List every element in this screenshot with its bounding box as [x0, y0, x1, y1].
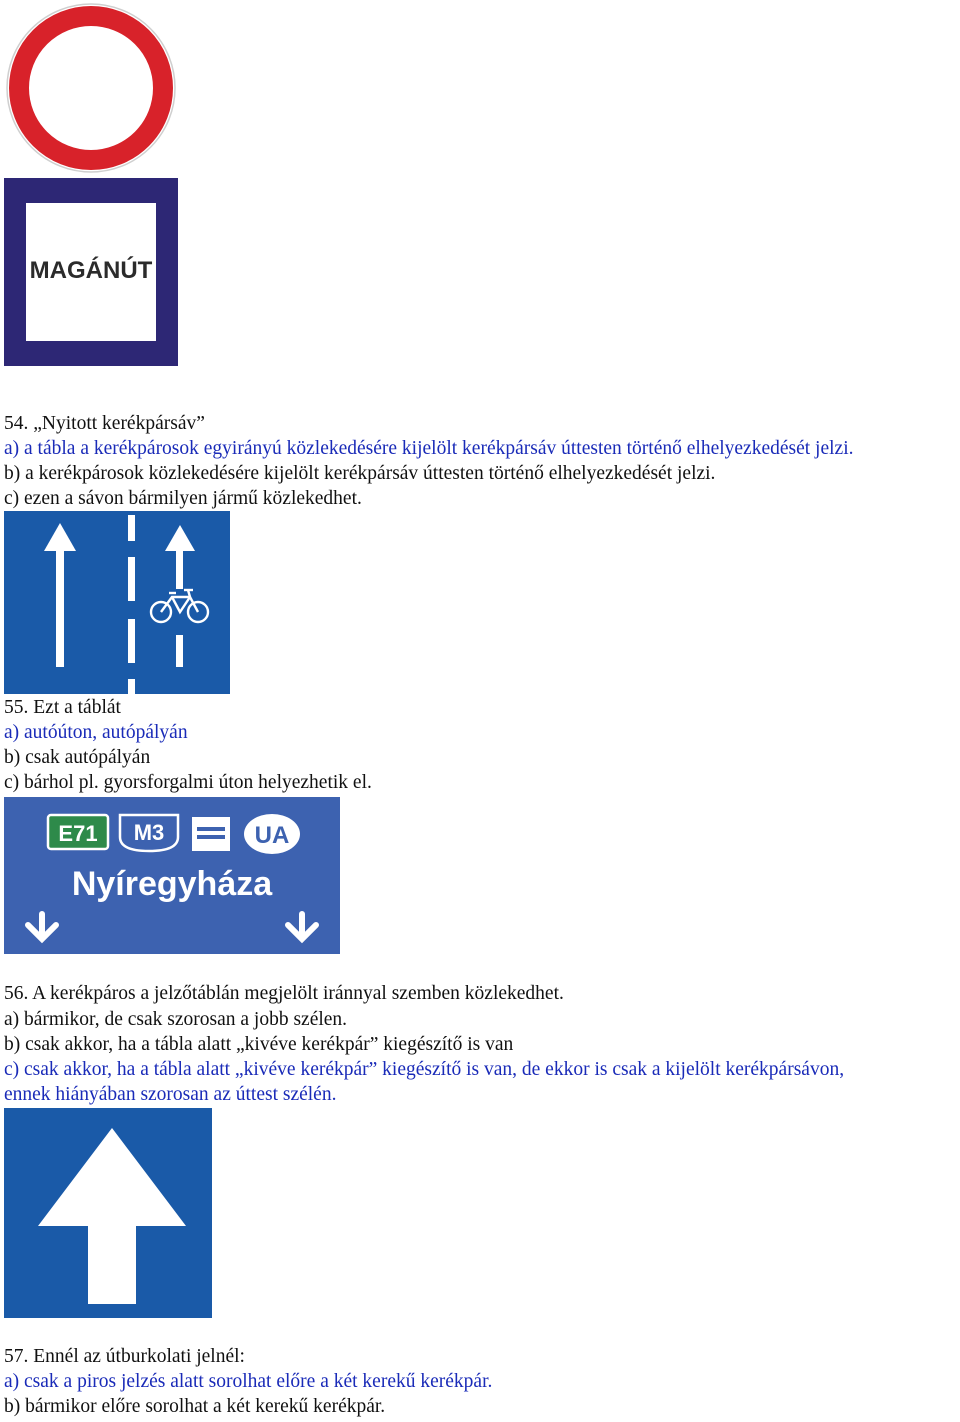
question-55-answer-b: b) csak autópályán [4, 747, 151, 768]
question-55-title: 55. Ezt a táblát [4, 697, 121, 718]
bike-lane-sign-icon [4, 511, 230, 694]
question-57-title: 57. Ennél az útburkolati jelnél: [4, 1346, 245, 1367]
question-55-answer-a: a) autóúton, autópályán [4, 722, 188, 743]
direction-guide-sign-icon [4, 797, 340, 954]
question-56-answer-a: a) bármikor, de csak szorosan a jobb szélen. [4, 1009, 348, 1030]
question-54-answer-b: b) a kerékpárosok közlekedésére kijelölt kerékpársáv úttesten történő elhelyezkedését jelzi. [4, 463, 716, 484]
question-56-answer-b: b) csak akkor, ha a tábla alatt „kivéve kerékpár” kiegészítő is van [4, 1034, 514, 1055]
no-vehicles-sign-icon [5, 2, 177, 174]
private-road-plate-icon [4, 178, 178, 366]
question-54-answer-c: c) ezen a sávon bármilyen jármű közlekedhet. [4, 488, 362, 509]
question-54-answer-a: a) a tábla a kerékpárosok egyirányú közlekedésére kijelölt kerékpársáv úttesten történő elhelyezkedését jelzi. [4, 438, 854, 459]
one-way-arrow-sign-icon [4, 1108, 212, 1318]
route-m-label: M3 [133, 820, 165, 845]
question-56-answer-c: c) csak akkor, ha a tábla alatt „kivéve kerékpár” kiegészítő is van, de ekkor is csak a kijelölt kerékpársávon, [4, 1059, 845, 1080]
question-54-title: 54. „Nyitott kerékpársáv” [4, 413, 205, 434]
country-label: UA [254, 822, 290, 849]
city-label: Nyíregyháza [71, 865, 273, 903]
question-57-answer-b: b) bármikor előre sorolhat a két kerekű kerékpár. [4, 1396, 386, 1417]
question-57-answer-a: a) csak a piros jelzés alatt sorolhat előre a két kerekű kerékpár. [4, 1371, 493, 1392]
route-e-label: E71 [58, 821, 98, 846]
question-56-title: 56. A kerékpáros a jelzőtáblán megjelölt iránnyal szemben közlekedhet. [4, 983, 564, 1004]
question-55-answer-c: c) bárhol pl. gyorsforgalmi úton helyezhetik el. [4, 772, 372, 793]
question-56-answer-c-continued: ennek hiányában szorosan az úttest szélén. [4, 1084, 337, 1105]
private-road-text: MAGÁNÚT [29, 257, 153, 284]
